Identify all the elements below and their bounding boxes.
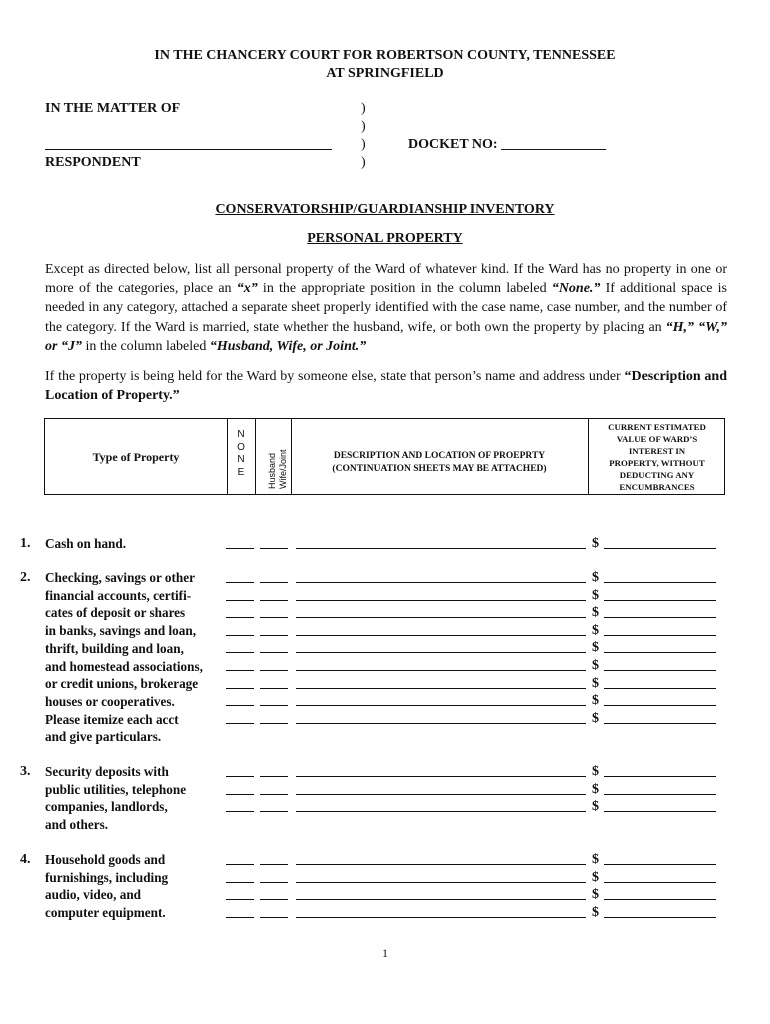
- none-blank[interactable]: [226, 670, 254, 671]
- item-label-security-deposits: [45, 763, 223, 834]
- none-blank[interactable]: [226, 776, 254, 777]
- caption-paren: ): [361, 119, 366, 134]
- value-header-line: VALUE OF WARD’S: [616, 433, 698, 444]
- value-blank[interactable]: [604, 794, 716, 795]
- none-letter: N: [237, 454, 245, 465]
- entry-row: [226, 851, 716, 865]
- item-label-household-goods: [45, 851, 223, 922]
- hwj-blank[interactable]: [260, 617, 288, 618]
- instr-hwj: “H,” “W,” or “J”: [45, 319, 727, 354]
- none-blank[interactable]: [226, 864, 254, 865]
- respondent-name-line: [45, 149, 332, 150]
- value-blank[interactable]: [604, 882, 716, 883]
- dollar-sign: $: [592, 852, 599, 867]
- item-label-line: and give particulars.: [45, 729, 162, 745]
- docket-number-field: DOCKET NO: _______________: [408, 137, 607, 152]
- item-label-line: cates of deposit or shares: [45, 605, 186, 621]
- description-header: [291, 450, 588, 476]
- instr-text: If additional space is needed in any category, attached a separate sheet properly identified with the case name, case number, and the number of the category. If the Ward is married, state whether the husband, wife, or both own the property by placing an: [45, 281, 727, 335]
- held-by-other-paragraph: [45, 367, 727, 405]
- description-blank[interactable]: [296, 635, 586, 636]
- value-blank[interactable]: [604, 652, 716, 653]
- description-blank[interactable]: [296, 548, 586, 549]
- dollar-sign: $: [592, 570, 599, 585]
- hwj-blank[interactable]: [260, 917, 288, 918]
- none-blank[interactable]: [226, 600, 254, 601]
- description-blank[interactable]: [296, 776, 586, 777]
- instr-text: in the column labeled: [81, 338, 210, 354]
- hwj-blank[interactable]: [260, 723, 288, 724]
- dollar-sign: $: [592, 587, 599, 603]
- value-blank[interactable]: [604, 582, 716, 583]
- item-label-line: public utilities, telephone: [45, 781, 187, 797]
- respondent-label: RESPONDENT: [45, 155, 141, 170]
- none-blank[interactable]: [226, 548, 254, 549]
- item-label-line: houses or cooperatives.: [45, 693, 175, 709]
- form-title: [0, 202, 770, 218]
- form-subtitle-text: PERSONAL PROPERTY: [307, 231, 463, 246]
- dollar-sign: $: [592, 887, 599, 903]
- item-label-line: and others.: [45, 817, 109, 833]
- hwj-blank[interactable]: [260, 635, 288, 636]
- value-blank[interactable]: [604, 917, 716, 918]
- description-blank[interactable]: [296, 917, 586, 918]
- none-blank[interactable]: [226, 917, 254, 918]
- dollar-sign: $: [592, 640, 599, 656]
- page-number: 1: [382, 946, 388, 960]
- instructions-paragraph: [45, 260, 727, 356]
- description-blank[interactable]: [296, 864, 586, 865]
- item-label-line: computer equipment.: [45, 905, 166, 921]
- wife-joint-label: Wife/Joint: [278, 449, 288, 489]
- item-label-line: Checking, savings or other: [45, 570, 195, 585]
- none-blank[interactable]: [226, 582, 254, 583]
- entry-row: [226, 675, 716, 689]
- husband-wife-joint-header: [267, 429, 289, 489]
- column-divider: [255, 419, 256, 494]
- hwj-blank[interactable]: [260, 811, 288, 812]
- none-blank[interactable]: [226, 652, 254, 653]
- none-letter: N: [237, 429, 245, 440]
- description-blank[interactable]: [296, 811, 586, 812]
- entry-row: [226, 604, 716, 621]
- none-letter: E: [237, 466, 245, 478]
- dollar-sign: $: [592, 658, 599, 673]
- item-label-financial-accounts: [45, 569, 223, 746]
- hwj-blank[interactable]: [260, 899, 288, 900]
- none-letter: O: [237, 441, 245, 453]
- form-title-text: CONSERVATORSHIP/GUARDIANSHIP INVENTORY: [215, 202, 555, 217]
- caption-paren: ): [361, 155, 366, 170]
- none-blank[interactable]: [226, 688, 254, 689]
- none-blank[interactable]: [226, 899, 254, 900]
- entry-row: [226, 622, 716, 636]
- description-blank[interactable]: [296, 582, 586, 583]
- caption-paren: ): [361, 137, 366, 152]
- instr-text: If the property is being held for the Ward by someone else, state that person’s name and address under: [45, 369, 625, 384]
- item-number: 1.: [20, 536, 31, 551]
- description-blank[interactable]: [296, 652, 586, 653]
- entry-row: [226, 569, 716, 583]
- value-blank[interactable]: [604, 705, 716, 706]
- value-blank[interactable]: [604, 548, 716, 549]
- entry-row: [226, 639, 716, 656]
- description-blank[interactable]: [296, 688, 586, 689]
- hwj-blank[interactable]: [260, 600, 288, 601]
- value-header-line: DEDUCTING ANY: [619, 469, 695, 480]
- item-label-line: companies, landlords,: [45, 799, 168, 815]
- dollar-sign: $: [592, 904, 599, 920]
- husband-label: Husband: [267, 452, 277, 489]
- entry-row: [226, 692, 716, 709]
- hwj-blank[interactable]: [260, 688, 288, 689]
- instr-description-label: “Description and Location of Property.”: [45, 369, 728, 404]
- entry-row: [226, 710, 716, 724]
- instr-hwj-label: “Husband, Wife, or Joint.”: [209, 338, 367, 354]
- instr-text: Except as directed below, list all personal property of the Ward of whatever kind. If the Ward has no property in one or more of the categories, place an: [45, 262, 727, 297]
- none-blank[interactable]: [226, 882, 254, 883]
- value-blank[interactable]: [604, 600, 716, 601]
- value-blank[interactable]: [604, 688, 716, 689]
- in-the-matter-of-label: IN THE MATTER OF: [45, 101, 181, 116]
- dollar-sign: $: [592, 605, 599, 621]
- hwj-blank[interactable]: [260, 548, 288, 549]
- hwj-blank[interactable]: [260, 705, 288, 706]
- form-subtitle: [0, 231, 770, 247]
- value-header-line: ENCUMBRANCES: [619, 481, 695, 492]
- value-header-line: PROPERTY, WITHOUT: [609, 457, 705, 468]
- dollar-sign: $: [592, 622, 599, 638]
- type-of-property-header: Type of Property: [92, 450, 180, 464]
- description-blank[interactable]: [296, 705, 586, 706]
- none-blank[interactable]: [226, 811, 254, 812]
- none-blank[interactable]: [226, 635, 254, 636]
- column-divider: [227, 419, 228, 494]
- value-blank[interactable]: [604, 617, 716, 618]
- dollar-sign: $: [592, 710, 599, 726]
- dollar-sign: $: [592, 764, 599, 779]
- value-blank[interactable]: [604, 723, 716, 724]
- entry-row: [226, 781, 716, 795]
- item-label-line: Please itemize each acct: [45, 711, 179, 727]
- value-blank[interactable]: [604, 864, 716, 865]
- description-blank[interactable]: [296, 723, 586, 724]
- dollar-sign: $: [592, 869, 599, 885]
- value-blank[interactable]: [604, 635, 716, 636]
- item-label-line: or credit unions, brokerage: [45, 676, 199, 692]
- entry-row: [226, 886, 716, 903]
- description-blank[interactable]: [296, 670, 586, 671]
- instr-none: “None.”: [551, 281, 601, 297]
- hwj-blank[interactable]: [260, 882, 288, 883]
- hwj-blank[interactable]: [260, 864, 288, 865]
- table-header: [44, 418, 725, 495]
- item-label-line: furnishings, including: [45, 869, 169, 885]
- value-header: [588, 422, 726, 493]
- item-label-line: in banks, savings and loan,: [45, 623, 196, 639]
- item-number: 2.: [20, 570, 31, 585]
- item-label-line: and homestead associations,: [45, 658, 203, 674]
- value-blank[interactable]: [604, 670, 716, 671]
- none-blank[interactable]: [226, 723, 254, 724]
- description-blank[interactable]: [296, 617, 586, 618]
- description-blank[interactable]: [296, 600, 586, 601]
- none-blank[interactable]: [226, 617, 254, 618]
- none-column-header: [231, 429, 251, 479]
- item-number: 3.: [20, 764, 31, 779]
- description-blank[interactable]: [296, 882, 586, 883]
- dollar-sign: $: [592, 693, 599, 709]
- entry-row: [226, 869, 716, 883]
- entry-row: [226, 763, 716, 777]
- entry-row: [226, 657, 716, 671]
- entry-row: [226, 904, 716, 918]
- dollar-sign: $: [592, 799, 599, 815]
- item-label-line: Cash on hand.: [45, 536, 126, 551]
- value-header-line: CURRENT ESTIMATED: [608, 422, 706, 432]
- instr-text: in the appropriate position in the column labeled: [257, 281, 552, 297]
- caption-paren: ): [361, 101, 366, 116]
- value-header-line: INTEREST IN: [628, 445, 686, 456]
- item-number: 4.: [20, 852, 31, 867]
- dollar-sign: $: [592, 675, 599, 691]
- court-name-line: IN THE CHANCERY COURT FOR ROBERTSON COUNTY, TENNESSEE: [154, 48, 616, 63]
- item-label-cash: [45, 535, 223, 553]
- description-blank[interactable]: [296, 899, 586, 900]
- item-label-line: audio, video, and: [45, 887, 142, 903]
- dollar-sign: $: [592, 536, 599, 551]
- hwj-blank[interactable]: [260, 776, 288, 777]
- court-location-line: AT SPRINGFIELD: [326, 66, 444, 81]
- hwj-blank[interactable]: [260, 670, 288, 671]
- item-label-line: financial accounts, certifi-: [45, 587, 192, 603]
- hwj-blank[interactable]: [260, 794, 288, 795]
- value-blank[interactable]: [604, 899, 716, 900]
- none-blank[interactable]: [226, 705, 254, 706]
- hwj-blank[interactable]: [260, 582, 288, 583]
- description-header-line: DESCRIPTION AND LOCATION OF PROEPRTY: [333, 451, 546, 461]
- item-label-line: thrift, building and loan,: [45, 640, 184, 656]
- hwj-blank[interactable]: [260, 652, 288, 653]
- value-blank[interactable]: [604, 776, 716, 777]
- item-label-line: Security deposits with: [45, 764, 169, 779]
- dollar-sign: $: [592, 781, 599, 797]
- description-blank[interactable]: [296, 794, 586, 795]
- entry-row: [226, 798, 716, 815]
- value-blank[interactable]: [604, 811, 716, 812]
- none-blank[interactable]: [226, 794, 254, 795]
- description-header-line: (CONTINUATION SHEETS MAY BE ATTACHED): [332, 464, 547, 474]
- entry-row: [226, 535, 716, 549]
- item-label-line: Household goods and: [45, 852, 166, 867]
- entry-row: [226, 587, 716, 601]
- instr-x: “x”: [236, 281, 258, 297]
